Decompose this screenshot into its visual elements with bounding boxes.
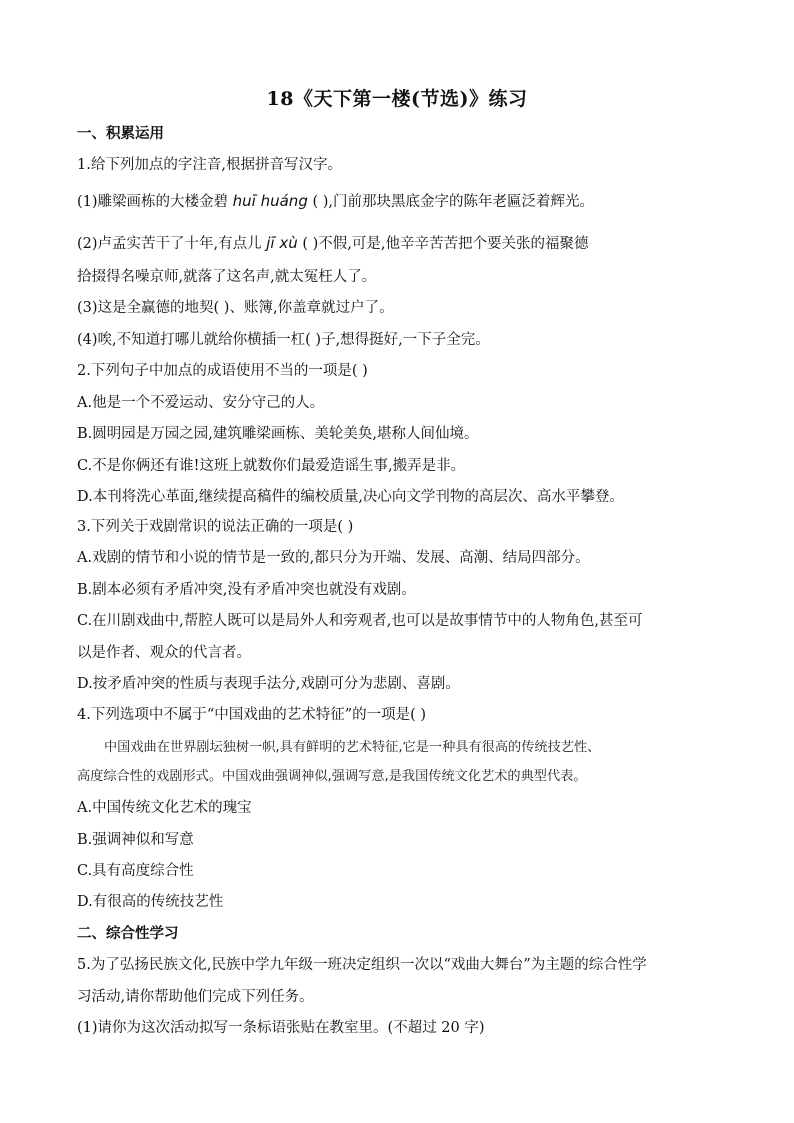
question-5: 5.为了弘扬民族文化,民族中学九年级一班决定组织一次以“戏曲大舞台”为主题的综合性学 (77, 957, 647, 973)
question-3-option-c: C.在川剧戏曲中,帮腔人既可以是局外人和旁观者,也可以是故事情节中的人物角色,甚至可 (77, 613, 643, 629)
question-4-option-b: B.强调神似和写意 (77, 832, 194, 848)
passage-line-1: 中国戏曲在世界剧坛独树一帜,具有鲜明的艺术特征,它是一种具有很高的传统技艺性、 (104, 740, 601, 755)
q1-1-pinyin: huī huáng (232, 192, 308, 210)
question-1: 1.给下列加点的字注音,根据拼音写汉字。 (77, 157, 342, 173)
question-3-option-a: A.戏剧的情节和小说的情节是一致的,都只分为开端、发展、高潮、结局四部分。 (77, 550, 590, 566)
question-5-cont: 习活动,请你帮助他们完成下列任务。 (77, 989, 314, 1005)
question-2-option-a: A.他是一个不爱运动、安分守己的人。 (77, 395, 325, 411)
question-1-item-2 (77, 233, 717, 254)
question-4: 4.下列选项中不属于“中国戏曲的艺术特征”的一项是( ) (77, 707, 427, 723)
question-5-item-1: (1)请你为这次活动拟写一条标语张贴在教室里。(不超过 20 字) (77, 1020, 485, 1036)
question-3: 3.下列关于戏剧常识的说法正确的一项是( ) (77, 519, 354, 535)
question-3-option-d: D.按矛盾冲突的性质与表现手法分,戏剧可分为悲剧、喜剧。 (77, 676, 460, 692)
page-title: 18《天下第一楼(节选)》练习 (266, 88, 528, 110)
question-1-item-1 (77, 191, 717, 212)
q1-2-pinyin: jī xù (266, 234, 298, 252)
question-2-option-b: B.圆明园是万园之园,建筑雕梁画栋、美轮美奂,堪称人间仙境。 (77, 426, 479, 442)
question-1-item-2-cont: 拾掇得名噪京师,就落了这名声,就太冤枉人了。 (77, 269, 377, 285)
section-heading-accumulation: 一、积累运用 (77, 125, 164, 142)
section-heading-comprehensive: 二、综合性学习 (77, 925, 179, 942)
question-4-option-a: A.中国传统文化艺术的瑰宝 (77, 800, 252, 816)
question-2-option-d: D.本刊将洗心革面,继续提高稿件的编校质量,决心向文学刊物的高层次、高水平攀登。 (77, 489, 624, 505)
question-3-option-b: B.剧本必须有矛盾冲突,没有矛盾冲突也就没有戏剧。 (77, 582, 416, 598)
q1-1-text-before: (1)雕梁画栋的大楼金碧 (77, 194, 229, 210)
question-2-option-c: C.不是你俩还有谁!这班上就数你们最爱造谣生事,搬弄是非。 (77, 458, 466, 474)
question-4-option-c: C.具有高度综合性 (77, 863, 194, 879)
question-1-item-3: (3)这是全赢德的地契( )、账簿,你盖章就过户了。 (77, 300, 394, 316)
question-3-option-c-cont: 以是作者、观众的代言者。 (77, 645, 251, 661)
question-4-option-d: D.有很高的传统技艺性 (77, 894, 224, 910)
passage-line-2: 高度综合性的戏剧形式。中国戏曲强调神似,强调写意,是我国传统文化艺术的典型代表。 (77, 769, 587, 784)
q1-2-text-after: ( )不假,可是,他辛辛苦苦把个要关张的福聚德 (302, 236, 589, 252)
question-1-item-4: (4)唉,不知道打哪儿就给你横插一杠( )子,想得挺好,一下子全完。 (77, 332, 490, 348)
q1-1-text-after: ( ),门前那块黑底金字的陈年老匾泛着辉光。 (312, 194, 594, 210)
question-2: 2.下列句子中加点的成语使用不当的一项是( ) (77, 363, 368, 379)
q1-2-text-before: (2)卢孟实苦干了十年,有点儿 (77, 236, 262, 252)
